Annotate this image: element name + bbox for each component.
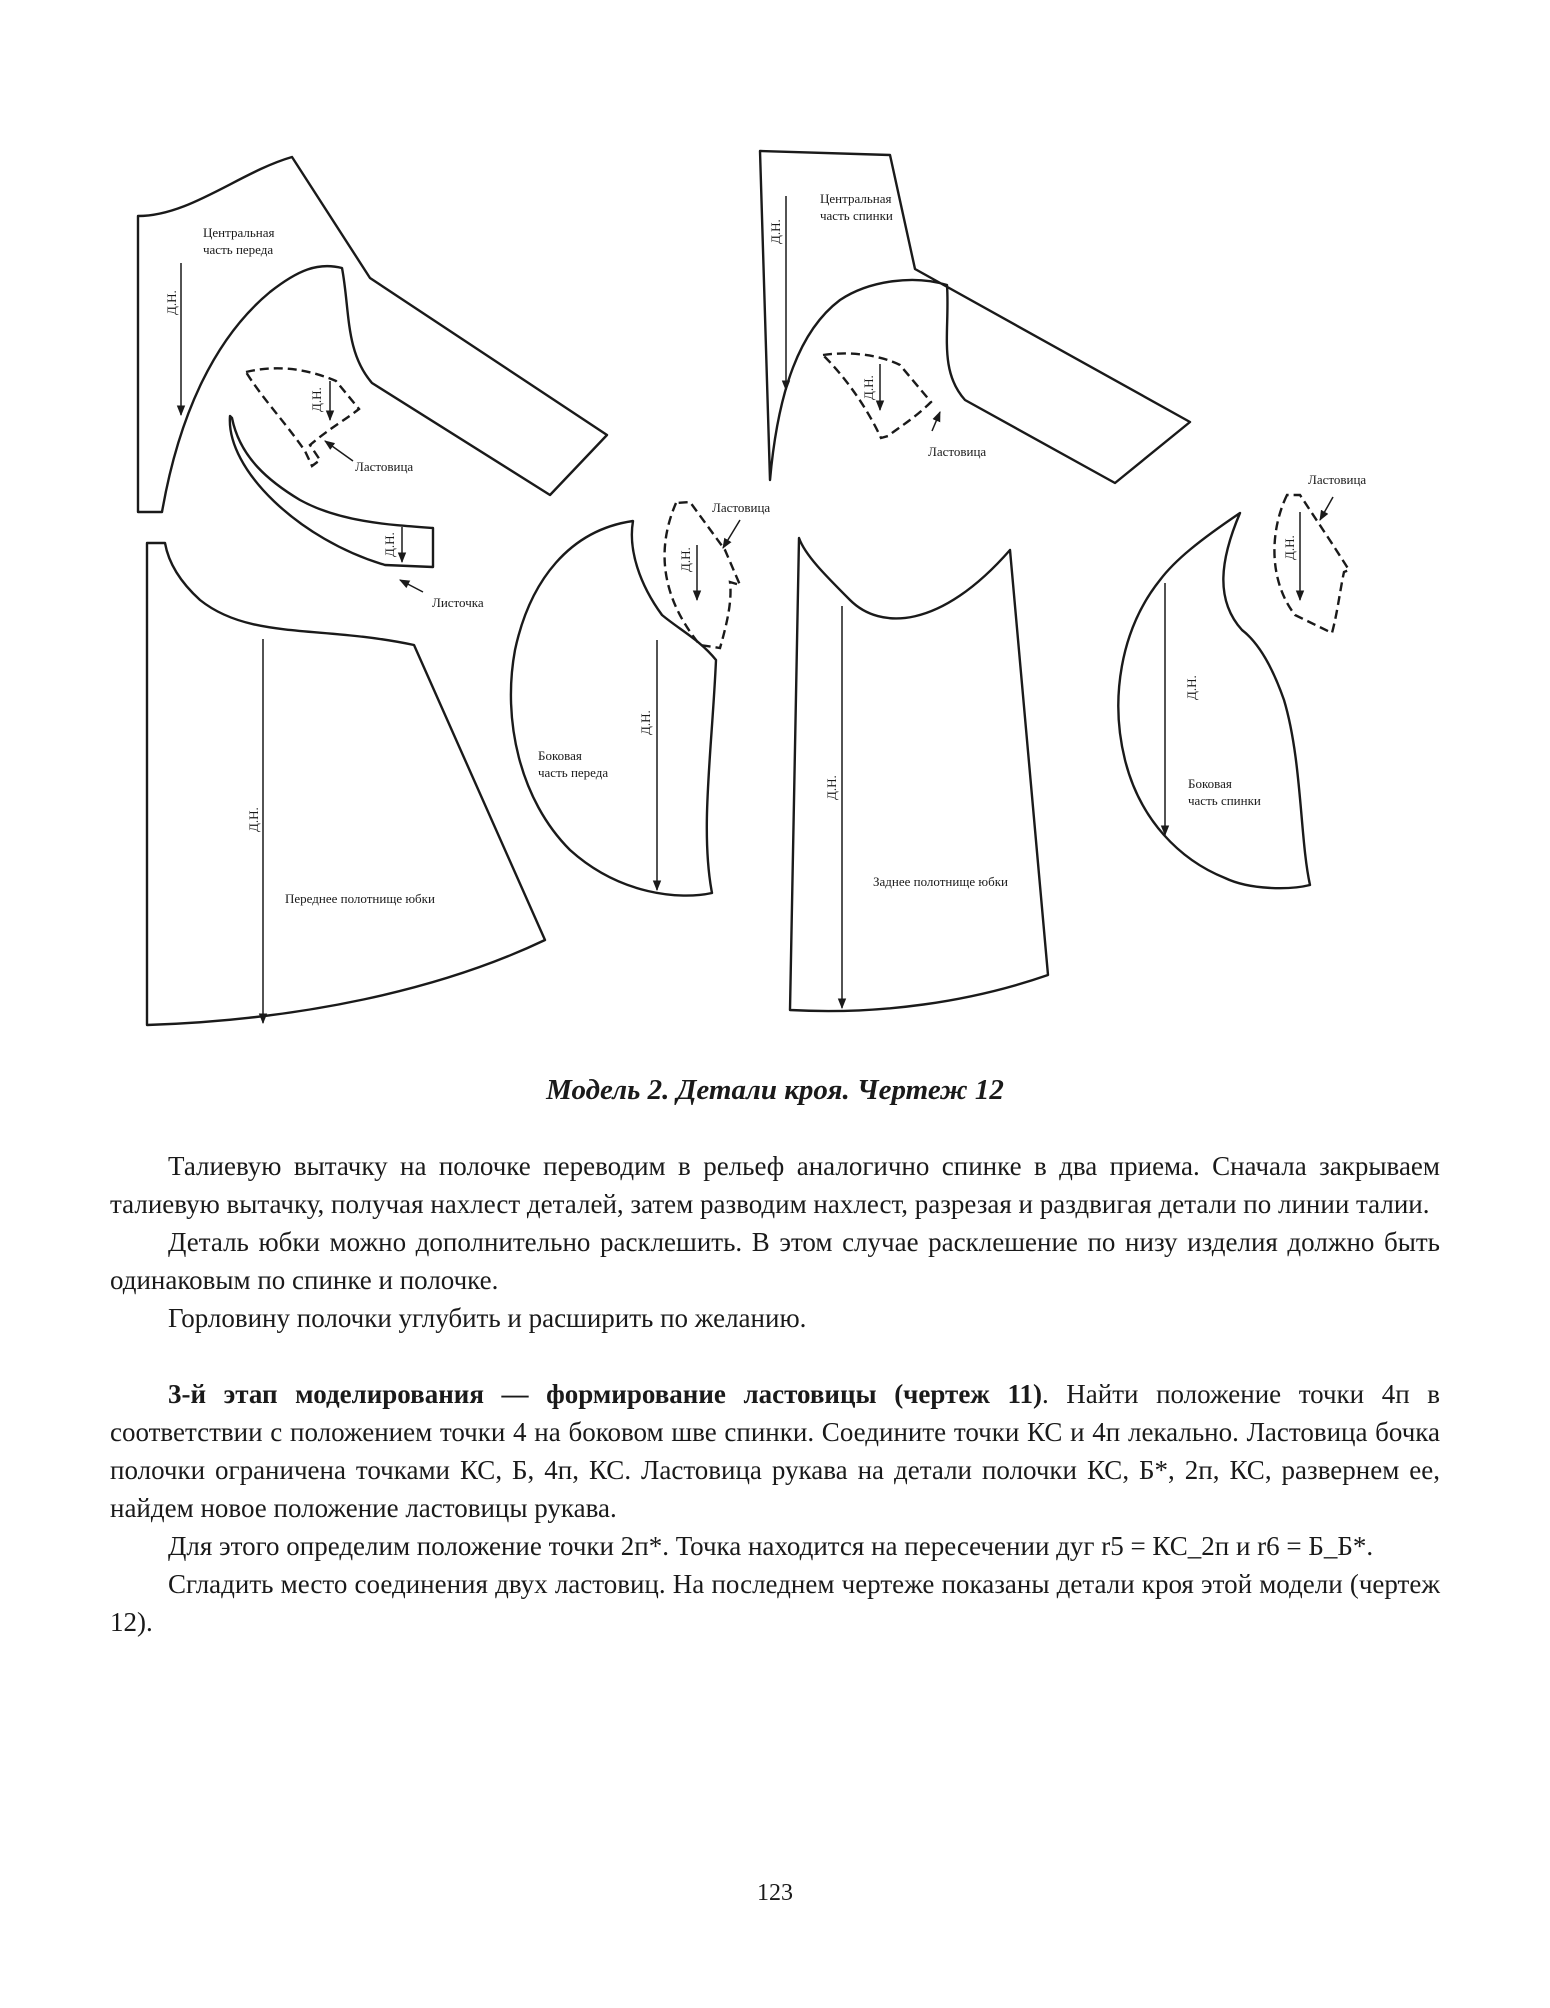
front-center-label-1: Центральная — [203, 225, 275, 240]
leaf-piece — [230, 416, 484, 610]
grain-label: Д.Н. — [164, 290, 179, 315]
back-gusset-piece — [823, 353, 986, 459]
grain-label: Д.Н. — [768, 219, 783, 244]
front-side-gusset-label: Ластовица — [712, 500, 771, 515]
front-side-piece — [511, 521, 716, 896]
back-gusset-label: Ластовица — [928, 444, 987, 459]
body-text — [110, 1147, 1440, 1641]
back-side-label-1: Боковая — [1188, 776, 1232, 791]
grain-label: Д.Н. — [382, 532, 397, 557]
back-side-piece — [1118, 513, 1310, 888]
figure-caption: Модель 2. Детали кроя. Чертеж 12 — [546, 1074, 1004, 1106]
paragraph-4 — [110, 1375, 1440, 1527]
paragraph-6: Сгладить место соединения двух ластовиц. На последнем чертеже показаны детали кроя этой модели (чертеж 12). — [110, 1569, 1440, 1637]
gusset-pointer — [932, 412, 940, 431]
back-center-piece — [760, 151, 1190, 483]
leaf-pointer — [400, 580, 423, 592]
grain-label: Д.Н. — [1282, 535, 1297, 560]
front-skirt-piece — [147, 543, 545, 1025]
leaf-label: Листочка — [432, 595, 484, 610]
grain-label: Д.Н. — [861, 375, 876, 400]
grain-label: Д.Н. — [824, 775, 839, 800]
grain-label: Д.Н. — [638, 710, 653, 735]
front-gusset-label: Ластовица — [355, 459, 414, 474]
back-center-label-1: Центральная — [820, 191, 892, 206]
back-skirt-label: Заднее полотнище юбки — [873, 874, 1008, 889]
back-side-gusset-piece — [1274, 472, 1366, 633]
back-side-gusset-label: Ластовица — [1308, 472, 1367, 487]
paragraph-1: Талиевую вытачку на полочке переводим в рельеф аналогично спинке в два приема. Сначала закрываем талиевую вытачку, получая нахлест деталей, затем разводим нахлест, разрезая и раздвигая детали по линии талии. — [110, 1151, 1440, 1219]
back-skirt-piece — [790, 538, 1048, 1011]
front-side-label-1: Боковая — [538, 748, 582, 763]
paragraph-2: Деталь юбки можно дополнительно расклешить. В этом случае расклешение по низу изделия должно быть одинаковым по спинке и полочке. — [110, 1227, 1440, 1295]
grain-label: Д.Н. — [246, 807, 261, 832]
paragraph-4-text: . Найти положение точки 4п в соответствии с положением точки 4 на боковом шве спинки. Соедините точки КС и 4п лекально. Ластовица бочка полочки ограничена точками КС, Б, 4п, КС. Ластовица рукава на детали полочки КС, Б*, 2п, КС, развернем ее, найдем новое положение ластовицы рукава. — [110, 1379, 1440, 1523]
page-number: 123 — [757, 1880, 793, 1906]
front-gusset-piece — [246, 368, 413, 474]
grain-label: Д.Н. — [309, 387, 324, 412]
grain-label: Д.Н. — [1184, 675, 1199, 700]
front-skirt-label: Переднее полотнище юбки — [285, 891, 435, 906]
paragraph-3: Горловину полочки углубить и расширить по желанию. — [168, 1303, 807, 1333]
grain-label: Д.Н. — [678, 547, 693, 572]
gusset-pointer — [723, 520, 740, 548]
front-center-label-2: часть переда — [203, 242, 274, 257]
gusset-pointer — [325, 441, 353, 461]
back-center-label-2: часть спинки — [820, 208, 893, 223]
back-side-label-2: часть спинки — [1188, 793, 1261, 808]
paragraph-5: Для этого определим положение точки 2п*. Точка находится на пересечении дуг r5 = КС_2п и r6 = Б_Б*. — [168, 1531, 1374, 1561]
gusset-pointer — [1320, 497, 1333, 520]
paragraph-4-heading: 3-й этап моделирования — формирование ластовицы (чертеж 11) — [168, 1379, 1042, 1409]
front-side-label-2: часть переда — [538, 765, 609, 780]
front-side-gusset-piece — [665, 500, 771, 648]
